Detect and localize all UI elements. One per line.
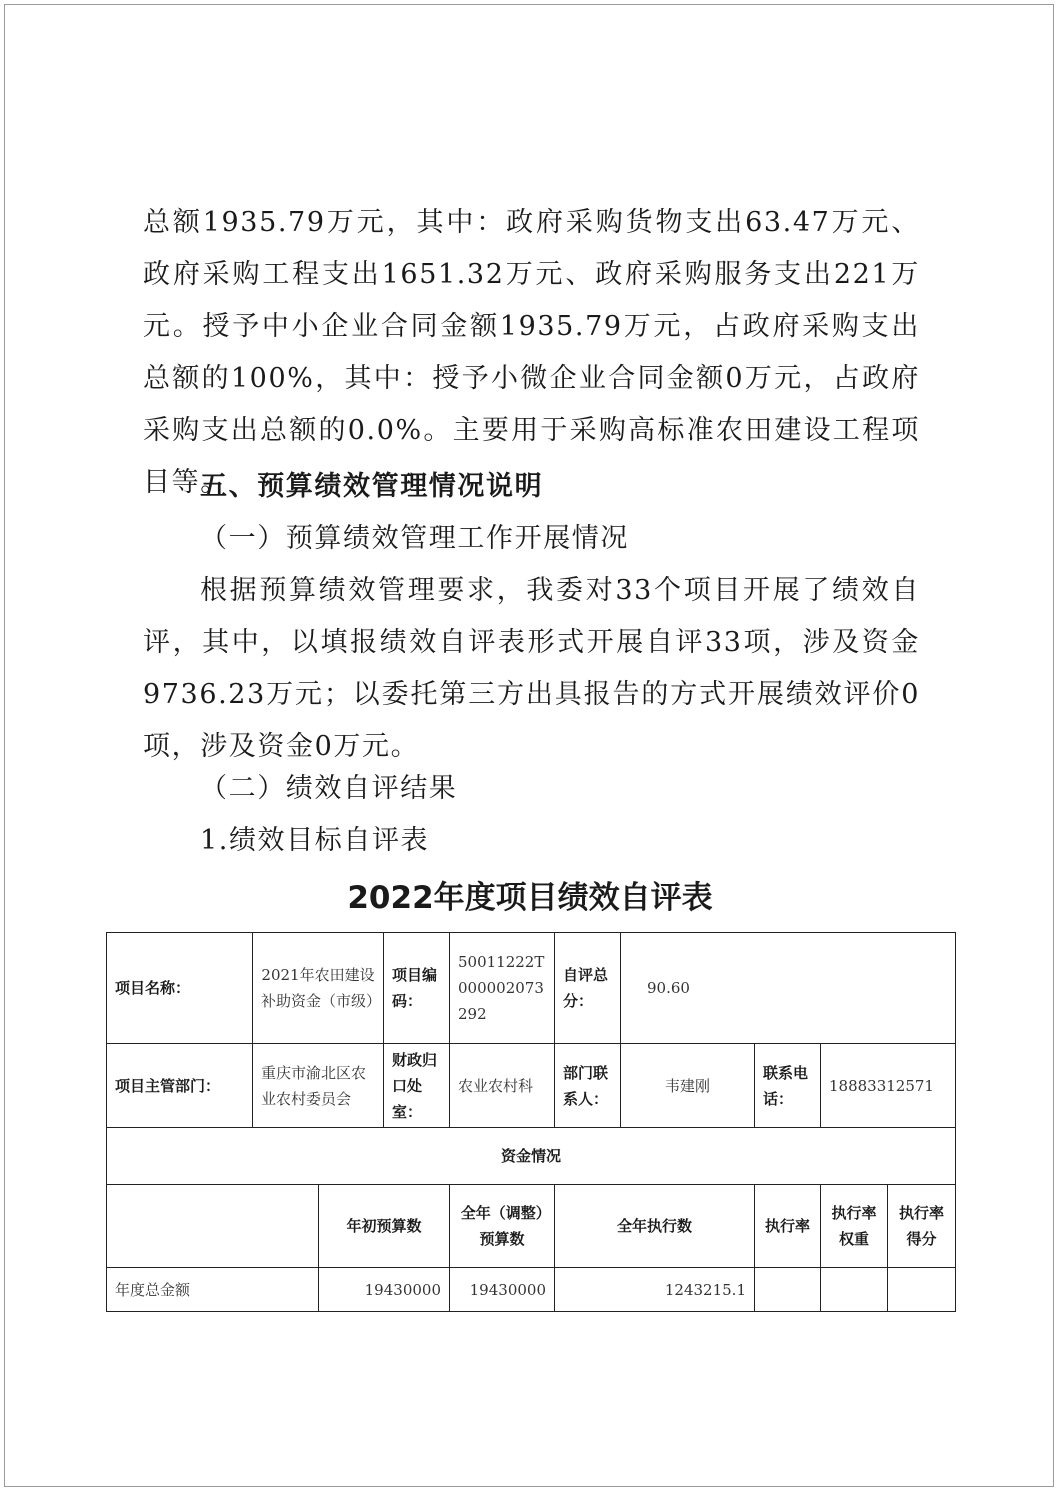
funds-header-blank — [107, 1185, 319, 1268]
contact-value: 韦建刚 — [621, 1044, 755, 1128]
section-heading-5: 五、预算绩效管理情况说明 — [200, 471, 544, 502]
row-total-initial: 19430000 — [319, 1268, 450, 1312]
contact-label: 部门联系人： — [555, 1044, 621, 1128]
phone-label: 联系电话： — [755, 1044, 821, 1128]
project-code-value: 50011222T000002073292 — [450, 933, 555, 1044]
phone-value: 18883312571 — [821, 1044, 956, 1128]
self-evaluation-table — [106, 932, 956, 1312]
row-total-weight — [821, 1268, 888, 1312]
col-adjusted-budget: 全年（调整）预算数 — [450, 1185, 555, 1268]
table-row — [107, 1268, 956, 1312]
subsection-heading-1: （一）预算绩效管理工作开展情况 — [200, 523, 629, 554]
project-name-label: 项目名称： — [107, 933, 253, 1044]
table-row — [107, 1128, 956, 1185]
col-rate-weight: 执行率权重 — [821, 1185, 888, 1268]
col-rate-score: 执行率得分 — [888, 1185, 956, 1268]
dept-value: 重庆市渝北区农业农村委员会 — [253, 1044, 384, 1128]
col-initial-budget: 年初预算数 — [319, 1185, 450, 1268]
finance-office-value: 农业农村科 — [450, 1044, 555, 1128]
table-row — [107, 1185, 956, 1268]
project-name-value: 2021年农田建设补助资金（市级） — [253, 933, 384, 1044]
project-code-label: 项目编码： — [384, 933, 450, 1044]
table-title: 2022年度项目绩效自评表 — [347, 880, 713, 916]
row-total-label: 年度总金额 — [107, 1268, 319, 1312]
self-score-label: 自评总分： — [555, 933, 621, 1044]
row-total-score — [888, 1268, 956, 1312]
dept-label: 项目主管部门： — [107, 1044, 253, 1128]
col-execution-rate: 执行率 — [755, 1185, 821, 1268]
finance-office-label: 财政归口处室： — [384, 1044, 450, 1128]
paragraph-procurement: 总额1935.79万元，其中：政府采购货物支出63.47万元、政府采购工程支出1651.32万元、政府采购服务支出221万元。授予中小企业合同金额1935.79万元，占政府采购支出总额的100%，其中：授予小微企业合同金额0万元，占政府采购支出总额的0.0%。主要用于采购高标准农田建设工程项目等。 — [143, 207, 920, 498]
subsection-heading-2: （二）绩效自评结果 — [200, 773, 458, 804]
paragraph-performance: 根据预算绩效管理要求，我委对33个项目开展了绩效自评，其中，以填报绩效自评表形式开展自评33项，涉及资金9736.23万元；以委托第三方出具报告的方式开展绩效评价0项，涉及资金0万元。 — [143, 575, 920, 762]
item-heading-1: 1.绩效目标自评表 — [200, 825, 430, 856]
row-total-executed: 1243215.1 — [555, 1268, 755, 1312]
row-total-adjusted: 19430000 — [450, 1268, 555, 1312]
self-score-value: 90.60 — [621, 933, 956, 1044]
row-total-rate — [755, 1268, 821, 1312]
funds-header: 资金情况 — [107, 1128, 956, 1185]
col-executed: 全年执行数 — [555, 1185, 755, 1268]
table-row — [107, 1044, 956, 1128]
table-row — [107, 933, 956, 1044]
